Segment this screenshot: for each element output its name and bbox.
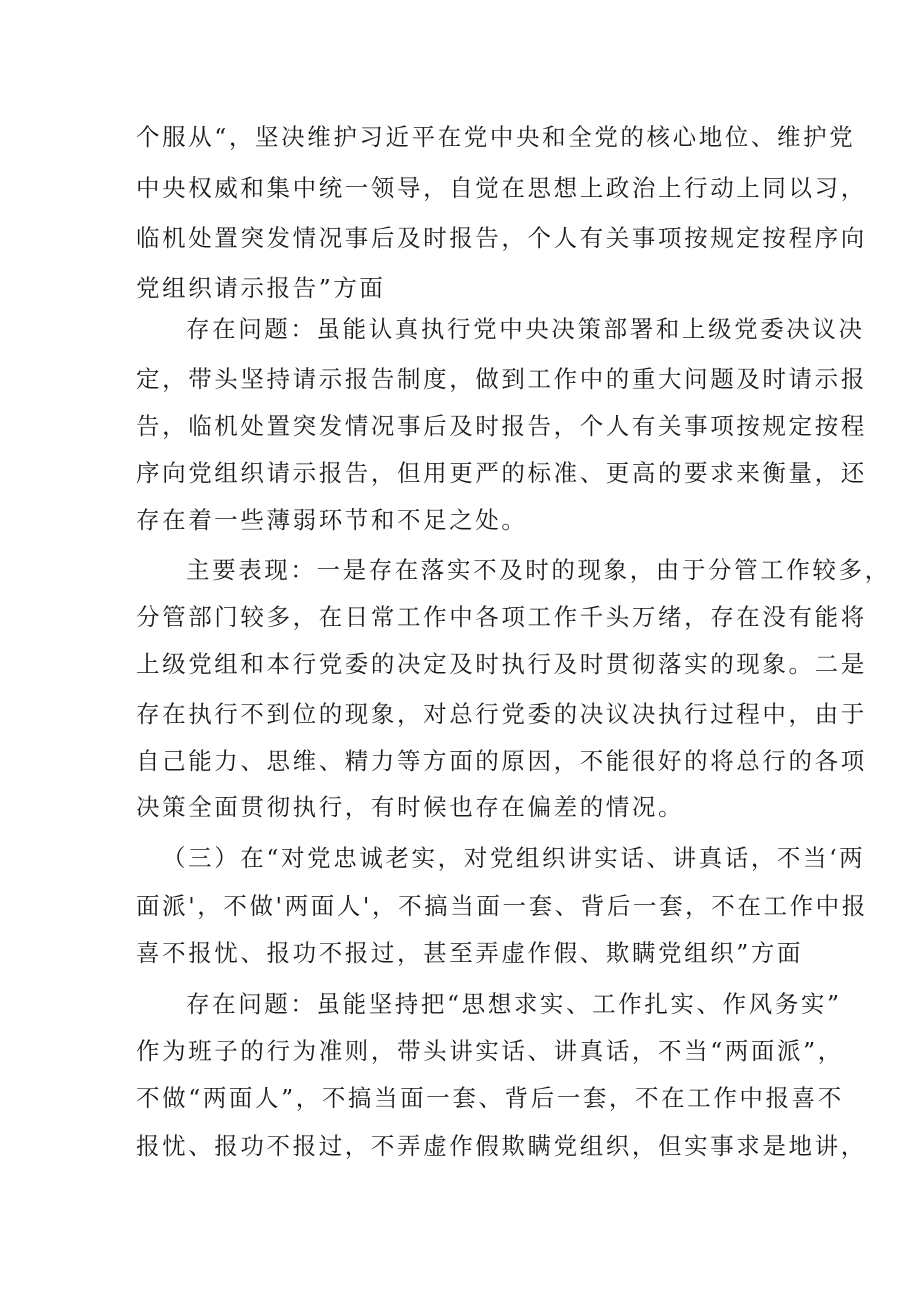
paragraph-line: 存在问题：虽能坚持把“思想求实、工作扎实、作风务实”	[186, 990, 842, 1018]
paragraph-line: 上级党组和本行党委的决定及时执行及时贯彻落实的现象。二是	[136, 650, 867, 678]
paragraph-line: 存在着一些薄弱环节和不足之处。	[136, 506, 528, 534]
paragraph-line: 不做“两面人”，不搞当面一套、背后一套，不在工作中报喜不	[136, 1084, 844, 1112]
paragraph-line: 告，临机处置突发情况事后及时报告，个人有关事项按规定按程	[136, 412, 867, 440]
paragraph-line: 中央权威和集中统一领导，自觉在思想上政治上行动上同以习，	[136, 174, 867, 202]
paragraph-line: 报忧、报功不报过，不弄虚作假欺瞒党组织，但实事求是地讲，	[136, 1132, 867, 1160]
paragraph-line: 分管部门较多，在日常工作中各项工作千头万绪，存在没有能将	[136, 603, 867, 631]
paragraph-line: 决策全面贯彻执行，有时候也存在偏差的情况。	[136, 793, 685, 821]
paragraph-line: 个服从“，坚决维护习近平在党中央和全党的核心地位、维护党	[136, 123, 856, 151]
paragraph-line: 作为班子的行为准则，带头讲实话、讲真话，不当“两面派”，	[136, 1037, 844, 1065]
paragraph-line: （三）在“对党忠诚老实，对党组织讲实话、讲真话，不当‘两	[162, 844, 866, 872]
paragraph-line: 序向党组织请示报告，但用更严的标准、更高的要求来衡量，还	[136, 459, 867, 487]
paragraph-line: 党组织请示报告”方面	[136, 274, 386, 302]
paragraph-line: 存在执行不到位的现象，对总行党委的决议决执行过程中，由于	[136, 700, 867, 728]
paragraph-line: 存在问题：虽能认真执行党中央决策部署和上级党委决议决	[186, 315, 865, 343]
paragraph-line: 自己能力、思维、精力等方面的原因，不能很好的将总行的各项	[136, 747, 867, 775]
paragraph-line: 面派'，不做'两面人'，不搞当面一套、背后一套，不在工作中报	[136, 892, 868, 920]
paragraph-line: 临机处置突发情况事后及时报告，个人有关事项按规定按程序向	[136, 224, 867, 252]
paragraph-line: 主要表现：一是存在落实不及时的现象，由于分管工作较多，	[186, 556, 891, 584]
paragraph-line: 定，带头坚持请示报告制度，做到工作中的重大问题及时请示报	[136, 365, 867, 393]
paragraph-line: 喜不报忧、报功不报过，甚至弄虚作假、欺瞒党组织”方面	[136, 939, 804, 967]
